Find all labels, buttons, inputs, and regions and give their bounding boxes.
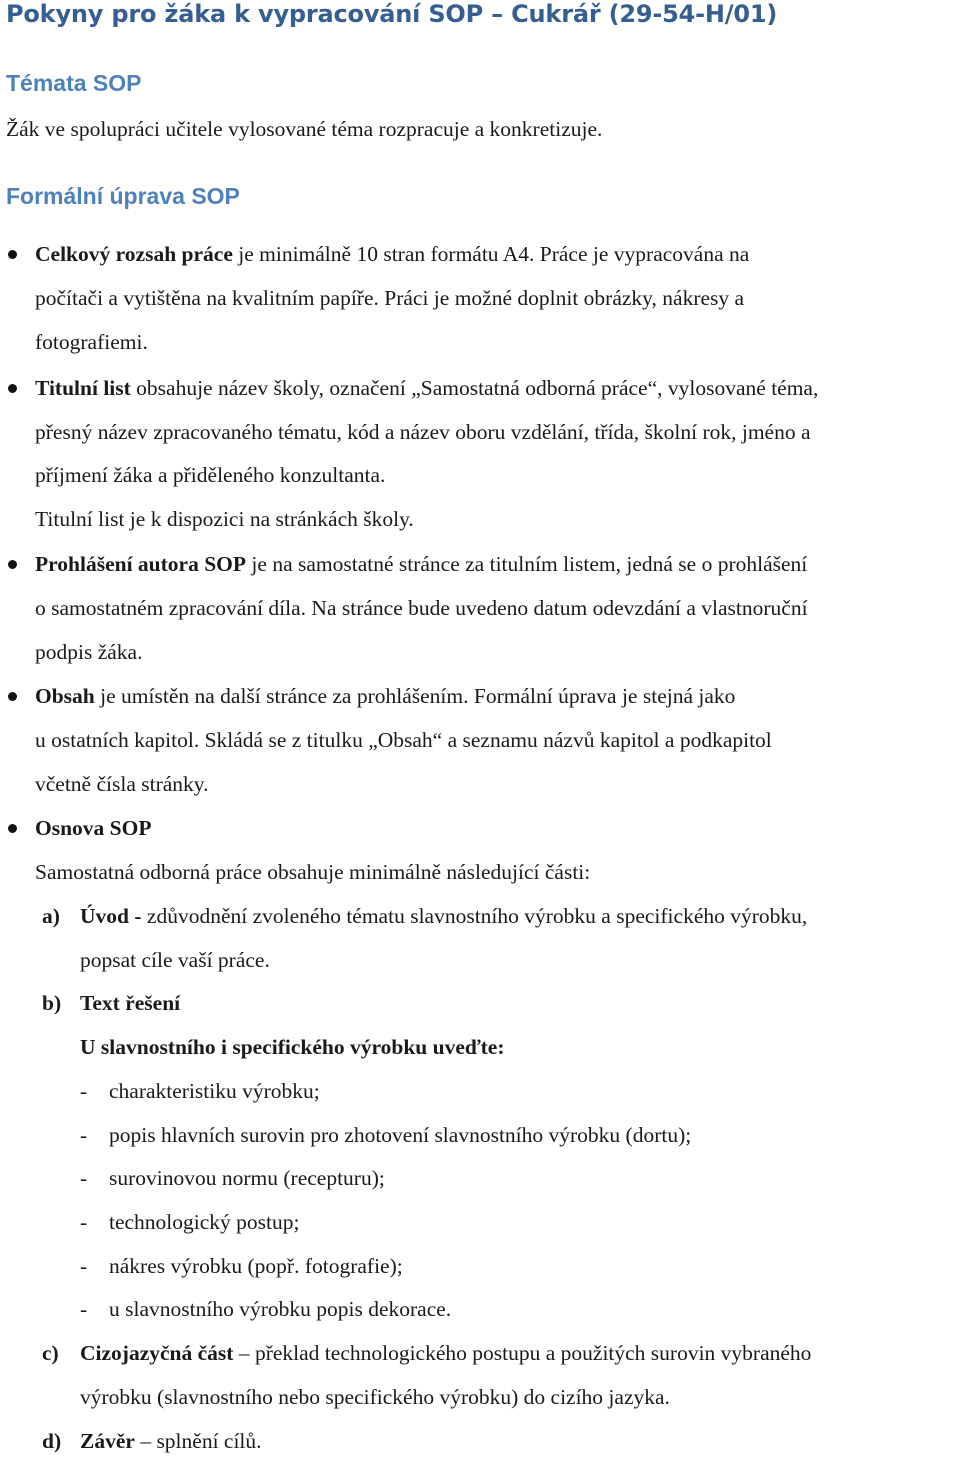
titulni-line2: přesný název zpracovaného tématu, kód a název oboru vzdělání, třída, školní rok, jméno a [35, 420, 811, 444]
rozsah-bold: Celkový rozsah práce [35, 242, 233, 266]
osnova-a-bold: Úvod - [80, 904, 142, 928]
osnova-c-line1 [80, 1343, 811, 1365]
reseni-item: technologický postup; [109, 1210, 300, 1234]
rozsah-line2: počítači a vytištěna na kvalitním papíře. Práci je možné doplnit obrázky, nákresy a [35, 286, 745, 310]
osnova-d-marker: d) [42, 1429, 62, 1453]
rozsah-line1 [35, 244, 749, 266]
titulni-bold: Titulní list [35, 376, 131, 400]
osnova-a-line1 [80, 906, 807, 928]
prohlaseni-line2: o samostatném zpracování díla. Na stránce bude uvedeno datum odevzdání a vlastnoruční [35, 596, 808, 620]
osnova-b-bold: Text řešení [80, 991, 181, 1015]
osnova-intro: Samostatná odborná práce obsahuje minimálně následující části: [35, 860, 591, 884]
dash-marker: - [80, 1210, 88, 1234]
bullet-icon [8, 384, 17, 393]
osnova-a-line2: popsat cíle vaší práce. [80, 948, 270, 972]
osnova-heading [35, 818, 152, 840]
osnova-a-rest: zdůvodnění zvoleného tématu slavnostního výrobku a specifického výrobku, [141, 904, 808, 928]
rozsah-line1-rest: je minimálně 10 stran formátu A4. Práce je vypracována na [232, 242, 750, 266]
prohlaseni-line1-rest: je na samostatné stránce za titulním listem, jedná se o prohlášení [246, 552, 808, 576]
osnova-c-line2: výrobku (slavnostního nebo specifického výrobku) do cizího jazyka. [80, 1385, 670, 1409]
reseni-item: u slavnostního výrobku popis dekorace. [109, 1297, 452, 1321]
bullet-icon [8, 824, 17, 833]
osnova-b-subheading: U slavnostního i specifického výrobku uveďte: [80, 1035, 505, 1059]
osnova-c-bold: Cizojazyčná část [80, 1341, 234, 1365]
osnova-b-marker: b) [42, 991, 62, 1015]
osnova-c-marker: c) [42, 1341, 59, 1365]
osnova-b-heading [80, 993, 180, 1015]
titulni-line4: Titulní list je k dispozici na stránkách školy. [35, 507, 414, 531]
osnova-a-marker: a) [42, 904, 60, 928]
obsah-line1 [35, 686, 735, 708]
bullet-icon [8, 560, 17, 569]
obsah-line1-rest: je umístěn na další stránce za prohlášením. Formální úprava je stejná jako [94, 684, 736, 708]
heading-formalni: Formální úprava SOP [6, 183, 240, 209]
reseni-item: charakteristiku výrobku; [109, 1079, 320, 1103]
reseni-item: surovinovou normu (recepturu); [109, 1166, 385, 1190]
bullet-icon [8, 250, 17, 259]
prohlaseni-line3: podpis žáka. [35, 640, 143, 664]
dash-marker: - [80, 1079, 88, 1103]
titulni-line1 [35, 378, 818, 400]
reseni-item: nákres výrobku (popř. fotografie); [109, 1254, 403, 1278]
dash-marker: - [80, 1297, 88, 1321]
osnova-bold: Osnova SOP [35, 816, 152, 840]
titulni-line1-rest: obsahuje název školy, označení „Samostatná odborná práce“, vylosované téma, [130, 376, 819, 400]
dash-marker: - [80, 1123, 88, 1147]
osnova-d-bold: Závěr [80, 1429, 135, 1453]
reseni-item: popis hlavních surovin pro zhotovení slavnostního výrobku (dortu); [109, 1123, 692, 1147]
obsah-line2: u ostatních kapitol. Skládá se z titulku „Obsah“ a seznamu názvů kapitol a podkapitol [35, 728, 772, 752]
dash-marker: - [80, 1254, 88, 1278]
page-title: Pokyny pro žáka k vypracování SOP – Cukrář (29-54-H/01) [6, 0, 778, 28]
prohlaseni-bold: Prohlášení autora SOP [35, 552, 247, 576]
rozsah-line3: fotografiemi. [35, 330, 148, 354]
osnova-c-rest: – překlad technologického postupu a použitých surovin vybraného [233, 1341, 812, 1365]
prohlaseni-line1 [35, 554, 807, 576]
obsah-line3: včetně čísla stránky. [35, 772, 209, 796]
osnova-d-rest: – splnění cílů. [134, 1429, 262, 1453]
obsah-bold: Obsah [35, 684, 95, 708]
titulni-line3: příjmení žáka a přiděleného konzultanta. [35, 463, 386, 487]
bullet-icon [8, 692, 17, 701]
dash-marker: - [80, 1166, 88, 1190]
osnova-d-line1 [80, 1431, 262, 1453]
temata-text: Žák ve spolupráci učitele vylosované téma rozpracuje a konkretizuje. [6, 117, 603, 141]
heading-temata: Témata SOP [6, 70, 142, 96]
